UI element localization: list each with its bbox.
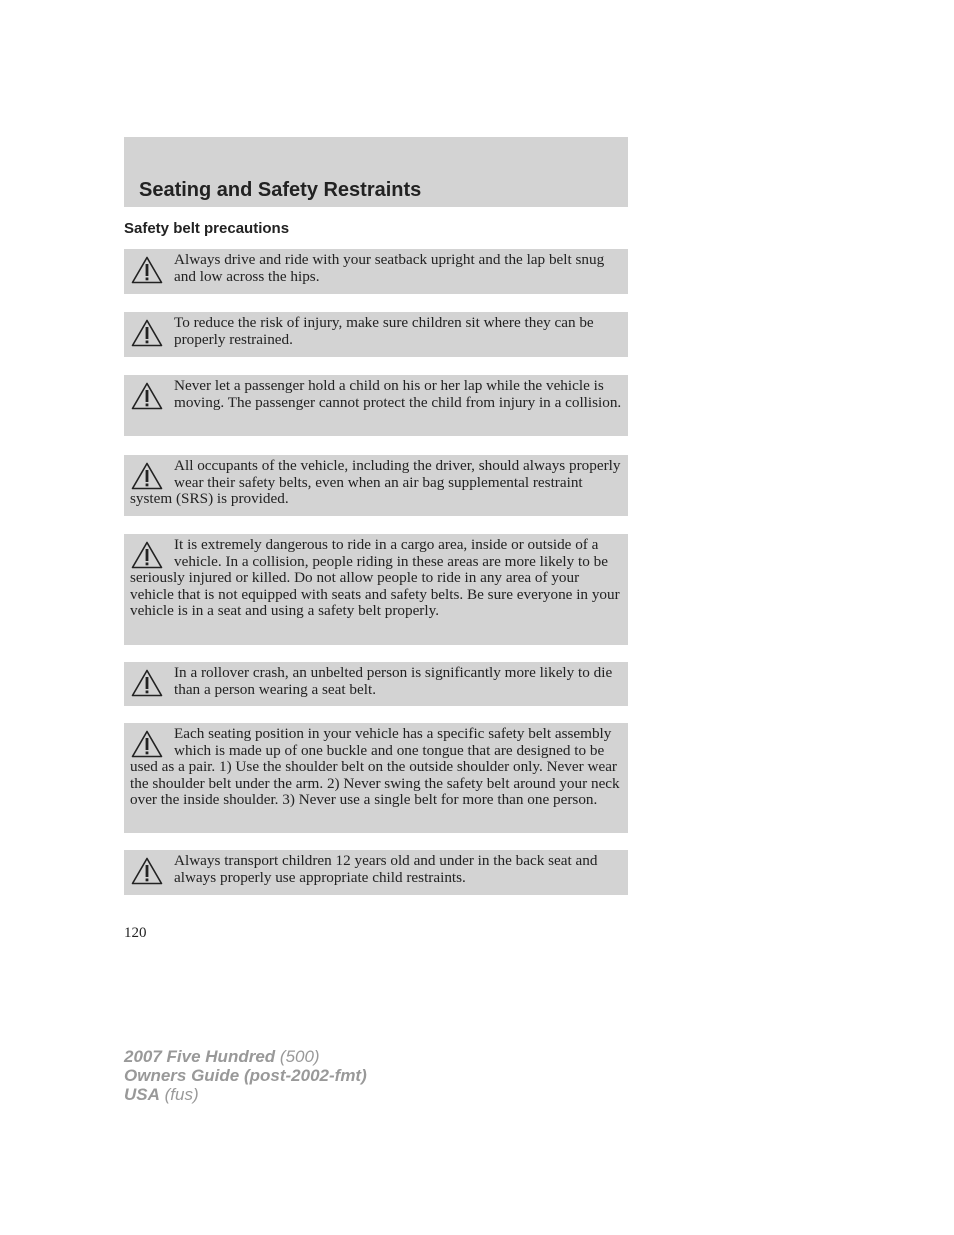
section-header xyxy=(124,137,628,207)
warning-box-4 xyxy=(124,455,628,516)
warning-text: It is extremely dangerous to ride in a cargo area, inside or outside of a vehicle. In a collision, people riding in these areas are more likely to be seriously injured or killed. Do not allow people to ride in any area of your vehicle that is not equipped with seats and safety belts. Be sure everyone in your vehicle is in a seat and using a safety belt properly. xyxy=(130,536,620,619)
warning-triangle-icon xyxy=(131,319,163,347)
warning-text: Always drive and ride with your seatback upright and the lap belt snug and low across the hips. xyxy=(174,251,605,285)
warning-triangle-icon xyxy=(131,730,163,758)
warning-text: Each seating position in your vehicle has a specific safety belt assembly which is made up of one buckle and one tongue that are designed to be used as a pair. 1) Use the shoulder belt on the outside shoulder only. Never wear the shoulder belt under the arm. 2) Never swing the safety belt around your neck over the inside shoulder. 3) Never use a single belt for more than one person. xyxy=(130,725,620,808)
warning-triangle-icon xyxy=(131,256,163,284)
warning-triangle-icon xyxy=(131,462,163,490)
warning-box-7 xyxy=(124,723,628,833)
warning-text: All occupants of the vehicle, including the driver, should always properly wear their safety belts, even when an air bag supplemental restraint system (SRS) is provided. xyxy=(130,457,621,507)
warning-box-3 xyxy=(124,375,628,436)
warning-triangle-icon xyxy=(131,669,163,697)
warning-triangle-icon xyxy=(131,857,163,885)
warning-box-1 xyxy=(124,249,628,294)
footer-market-code: (fus) xyxy=(164,1085,199,1104)
warning-box-2 xyxy=(124,312,628,357)
warning-box-6 xyxy=(124,662,628,706)
warning-text: Never let a passenger hold a child on his or her lap while the vehicle is moving. The passenger cannot protect the child from injury in a collision. xyxy=(174,377,622,411)
warning-text: Always transport children 12 years old and under in the back seat and always properly use appropriate child restraints. xyxy=(174,852,598,886)
warning-text: In a rollover crash, an unbelted person is significantly more likely to die than a person wearing a seat belt. xyxy=(174,664,613,698)
page-number: 120 xyxy=(124,925,147,941)
subheading: Safety belt precautions xyxy=(124,220,290,237)
footer-line-3 xyxy=(124,1085,367,1104)
footer-line-1 xyxy=(124,1047,367,1066)
warning-triangle-icon xyxy=(131,541,163,569)
warning-triangle-icon xyxy=(131,382,163,410)
warning-text: To reduce the risk of injury, make sure children sit where they can be properly restrained. xyxy=(174,314,594,348)
footer-line-2 xyxy=(124,1066,367,1085)
warning-box-8 xyxy=(124,850,628,895)
footer-guide: Owners Guide (post-2002-fmt) xyxy=(124,1066,367,1085)
footer xyxy=(124,1047,367,1104)
section-title: Seating and Safety Restraints xyxy=(139,179,422,201)
footer-market: USA xyxy=(124,1085,160,1104)
warning-box-5 xyxy=(124,534,628,645)
footer-model-code: (500) xyxy=(279,1047,320,1066)
footer-model: 2007 Five Hundred xyxy=(124,1047,276,1066)
